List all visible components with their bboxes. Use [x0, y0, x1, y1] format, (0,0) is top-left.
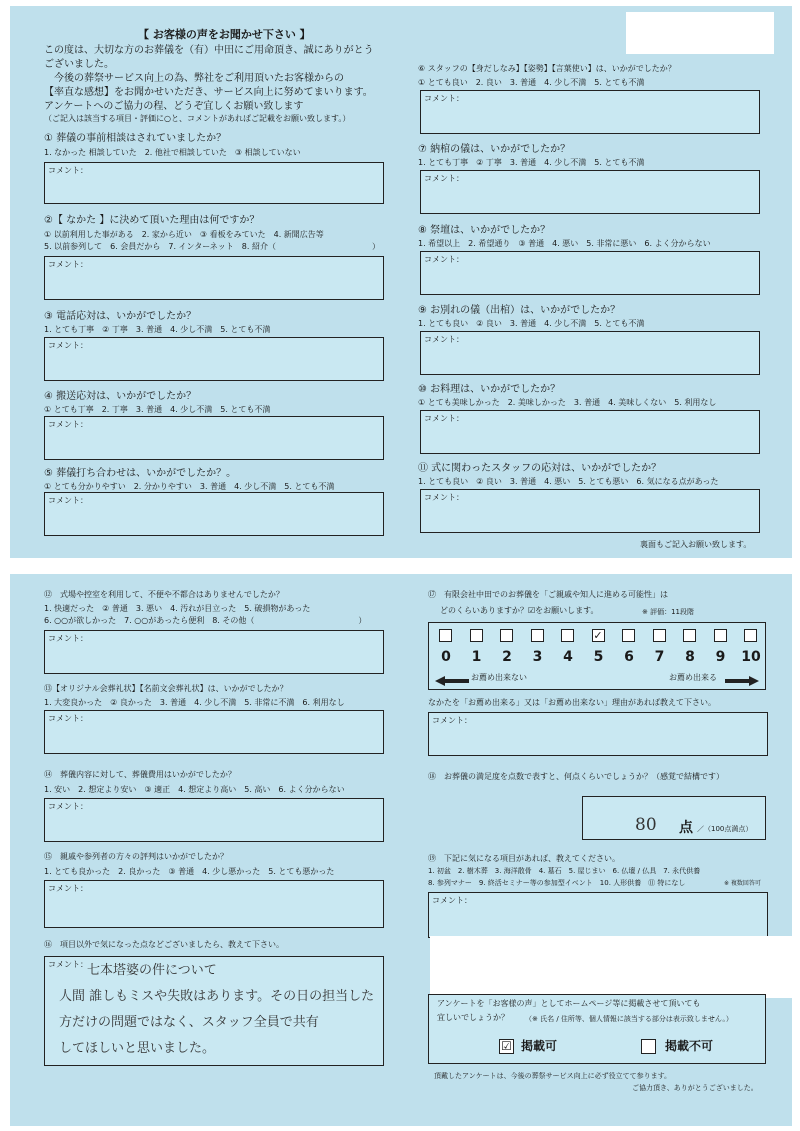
question-13-options: 1. 大変良かった ② 良かった 3. 普通 4. 少し不満 5. 非常に不満 6. 利用なし: [44, 698, 345, 707]
publish-no-label: 掲載不可: [665, 1039, 714, 1053]
question-4: ④ 搬送応対は、いかがでしたか？: [44, 391, 197, 402]
question-17-note: ※ 評価：11段階: [642, 608, 694, 616]
reason-question: なかたを「お薦め出来る」又は「お薦め出来ない」理由があれば教えて下さい。: [428, 698, 716, 707]
scale-checkbox-3[interactable]: [531, 629, 544, 642]
survey-title: 【 お客様の声をお聞かせ下さい 】: [138, 28, 311, 41]
comment-box-6[interactable]: コメント：: [420, 90, 760, 134]
score-unit: 点: [679, 820, 693, 836]
question-15-options: 1. とても良かった 2. 良かった ③ 普通 4. 少し悪かった 5. とても悪かった: [44, 867, 335, 876]
scale-number: 6: [624, 649, 634, 665]
comment-box-14[interactable]: コメント：: [44, 798, 384, 842]
question-12: ⑫ 式場や控室を利用して、不便や不都合はありませんでしたか？: [44, 590, 284, 599]
survey-page-front: [10, 6, 792, 558]
question-5-options: ① とても分かりやすい 2. 分かりやすい 3. 普通 4. 少し不満 5. とても不満: [44, 482, 335, 491]
scale-checkbox-9[interactable]: [714, 629, 727, 642]
scale-number: 5: [593, 649, 604, 665]
scale-checkbox-5[interactable]: ✓: [593, 629, 603, 642]
question-14-options: 1. 安い 2. 想定より安い ③ 適正 4. 想定より高い 5. 高い 6. よく分からない: [44, 785, 345, 794]
scale-number: 2: [502, 649, 512, 665]
score-box[interactable]: [582, 796, 766, 840]
score-suffix: ／（100点満点）: [697, 825, 753, 833]
question-19: ⑲ 下記に気になる項目があれば、教えてください。: [428, 854, 620, 863]
question-19-options: 1. 初盆 2. 樹木葬 3. 海洋散骨 4. 墓石 5. 屋じまい 6. 仏壇 / 仏具 7. 永代供養: [428, 867, 701, 875]
question-4-options: ① とても丁寧 2. 丁寧 3. 普通 4. 少し不満 5. とても不満: [44, 405, 271, 414]
question-18: ⑱ お葬儀の満足度を点数で表すと、何点くらいでしょうか？（感覚で結構です）: [428, 772, 724, 781]
intro-note: （ご記入は該当する項目・評価に○と、コメントがあればご記載をお願い致します。）: [44, 114, 351, 123]
question-2-options: ① 以前利用した事がある 2. 家から近い ③ 看板をみていた 4. 新聞広告等: [44, 230, 324, 239]
redacted-area: [626, 12, 774, 54]
question-3: ③ 電話応対は、いかがでしたか？: [44, 311, 197, 322]
back-page-note: 裏面もご記入お願い致します。: [640, 540, 752, 549]
scale-number: 7: [654, 649, 665, 665]
comment-box-1[interactable]: コメント：: [44, 162, 384, 204]
scale-checkbox-4[interactable]: [561, 629, 574, 642]
question-17: ⑰ 有限会社中田でのお葬儀を「ご親戚や知人に進める可能性」は: [428, 590, 668, 599]
publish-question: 宜しいでしょうか？: [437, 1013, 509, 1022]
scale-number: 4: [563, 649, 573, 665]
comment-box-8[interactable]: コメント：: [420, 251, 760, 295]
scale-number: 8: [685, 649, 695, 665]
handwritten-line: 方だけの問題ではなく、スタッフ全員で共有: [59, 1015, 319, 1030]
publish-consent-box: [428, 994, 766, 1064]
page-gap: [0, 560, 800, 572]
scale-checkbox-10[interactable]: [744, 629, 757, 642]
question-19-options: 8. 参列マナー 9. 終活セミナー等の参加型イベント 10. 人形供養 ⑪ 特になし: [428, 879, 686, 887]
handwritten-line: 人間 誰しもミスや失敗はあります。その日の担当した: [59, 989, 375, 1004]
question-13: ⑬【オリジナル会葬礼状】【名前文会葬礼状】は、いかがでしたか？: [44, 684, 288, 693]
question-9: ⑨ お別れの儀（出棺）は、いかがでしたか？: [418, 305, 621, 316]
scale-number: 0: [441, 649, 451, 665]
comment-box-10[interactable]: コメント：: [420, 410, 760, 454]
scale-checkbox-8[interactable]: [683, 629, 696, 642]
comment-box-17[interactable]: コメント：: [428, 712, 768, 756]
question-14: ⑭ 葬儀内容に対して、葬儀費用はいかがでしたか？: [44, 770, 236, 779]
publish-yes-checkbox[interactable]: ☑: [499, 1039, 514, 1054]
publish-question: アンケートを「お客様の声」としてホームページ等に掲載させて頂いても: [437, 999, 701, 1008]
scale-checkbox-0[interactable]: [439, 629, 452, 642]
question-1-options: 1. なかった 相談していた 2. 他社で相談していた ③ 相談していない: [44, 148, 301, 157]
comment-box-13[interactable]: コメント：: [44, 710, 384, 754]
question-17-sub: どのくらいありますか？☑をお願いします。: [440, 606, 599, 615]
question-8: ⑧ 祭壇は、いかがでしたか？: [418, 225, 551, 236]
recommend-scale: [428, 622, 766, 690]
question-3-options: 1. とても丁寧 ② 丁寧 3. 普通 4. 少し不満 5. とても不満: [44, 325, 271, 334]
scale-number: 1: [471, 649, 482, 665]
scale-number: 9: [715, 649, 726, 665]
comment-box-3[interactable]: コメント：: [44, 337, 384, 381]
question-16: ⑯ 項目以外で気になった点などございましたら、教えて下さい。: [44, 940, 284, 949]
recommend-label: お薦め出来る: [669, 673, 717, 682]
comment-box-5[interactable]: コメント：: [44, 492, 384, 536]
scale-checkbox-2[interactable]: [500, 629, 513, 642]
question-9-options: 1. とても良い ② 良い 3. 普通 4. 少し不満 5. とても不満: [418, 319, 645, 328]
question-19-note: ※ 複数回答可: [724, 880, 761, 887]
comment-box-4[interactable]: コメント：: [44, 416, 384, 460]
comment-box-7[interactable]: コメント：: [420, 170, 760, 214]
question-11-options: 1. とても良い ② 良い 3. 普通 4. 悪い 5. とても悪い 6. 気になる点があった: [418, 477, 719, 486]
comment-box-11[interactable]: コメント：: [420, 489, 760, 533]
question-7: ⑦ 納棺の儀は、いかがでしたか？: [418, 144, 571, 155]
question-10: ⑩ お料理は、いかがでしたか？: [418, 384, 561, 395]
question-2: ②【 なかた 】に決めて頂いた理由は何ですか？: [44, 215, 260, 226]
handwritten-line: してほしいと思いました。: [59, 1041, 216, 1056]
comment-box-16[interactable]: コメント： 七本塔婆の件について 人間 誰しもミスや失敗はあります。その日の担当した 方だけの問題ではなく、スタッフ全員で共有 してほしいと思いました。: [44, 956, 384, 1066]
comment-box-2[interactable]: コメント：: [44, 256, 384, 300]
question-8-options: 1. 希望以上 2. 希望通り ③ 普通 4. 悪い 5. 非常に悪い 6. よく分からない: [418, 239, 711, 248]
publish-note: （※ 氏名 / 住所等、個人情報に該当する部分は表示致しません。）: [525, 1015, 733, 1023]
comment-box-9[interactable]: コメント：: [420, 331, 760, 375]
question-11: ⑪ 式に関わったスタッフの応対は、いかがでしたか？: [418, 463, 662, 474]
question-5: ⑤ 葬儀打ち合わせは、いかがでしたか？。: [44, 468, 237, 479]
comment-box-15[interactable]: コメント：: [44, 880, 384, 928]
left-arrow-icon: [435, 676, 469, 686]
publish-no-checkbox[interactable]: [641, 1039, 656, 1054]
question-1: ① 葬儀の事前相談はされていましたか？: [44, 133, 227, 144]
question-15: ⑮ 親戚や参列者の方々の評判はいかがでしたか？: [44, 852, 228, 861]
intro-line: この度は、大切な方のお葬儀を（有）中田にご用命頂き、誠にありがとう: [44, 45, 374, 56]
scale-number: 10: [741, 649, 761, 665]
publish-yes-label: 掲載可: [521, 1039, 558, 1053]
scale-checkbox-7[interactable]: [653, 629, 666, 642]
score-value: 80: [635, 815, 657, 835]
checkbox-icon: ☑: [528, 606, 536, 615]
question-12-options: 1. 快適だった ② 普通 3. 悪い 4. 汚れが目立った 5. 破損物があった: [44, 604, 311, 613]
right-arrow-icon: [725, 676, 759, 686]
intro-line: 今後の葬祭サービス向上の為、弊社をご利用頂いたお客様からの: [44, 73, 344, 84]
redacted-area: [430, 936, 792, 998]
scale-checkbox-1[interactable]: [470, 629, 483, 642]
intro-line: 【率直な感想】をお聞かせいただき、サービス向上に努めてまいります。: [44, 87, 373, 98]
question-6: ⑥ スタッフの【身だしなみ】【姿勢】【言葉使い】は、いかがでしたか？: [418, 64, 676, 73]
question-2-options: 5. 以前参列して 6. 会員だから 7. インターネット 8. 紹介（ ）: [44, 242, 380, 251]
comment-box-12[interactable]: コメント：: [44, 630, 384, 674]
footer-line: 頂戴したアンケートは、今後の葬祭サービス向上に必ず役立てて参ります。: [434, 1072, 672, 1080]
question-10-options: ① とても美味しかった 2. 美味しかった 3. 普通 4. 美味しくない 5. 利用なし: [418, 398, 717, 407]
handwritten-line: 七本塔婆の件について: [87, 963, 217, 978]
survey-page-back: [10, 574, 792, 1126]
intro-line: アンケートへのご協力の程、どうぞ宜しくお願い致します: [44, 101, 304, 112]
scale-checkbox-6[interactable]: [622, 629, 635, 642]
footer-line: ご協力頂き、ありがとうございました。: [632, 1084, 758, 1092]
question-7-options: 1. とても丁寧 ② 丁寧 3. 普通 4. 少し不満 5. とても不満: [418, 158, 645, 167]
scale-number: 3: [532, 649, 543, 665]
question-6-options: ① とても良い 2. 良い 3. 普通 4. 少し不満 5. とても不満: [418, 78, 645, 87]
not-recommend-label: お薦め出来ない: [471, 673, 527, 682]
intro-line: ございました。: [44, 59, 114, 70]
comment-box-19[interactable]: コメント：: [428, 892, 768, 938]
question-12-options: 6. ○○が欲しかった 7. ○○があったら便利 8. その他（ ）: [44, 616, 367, 625]
